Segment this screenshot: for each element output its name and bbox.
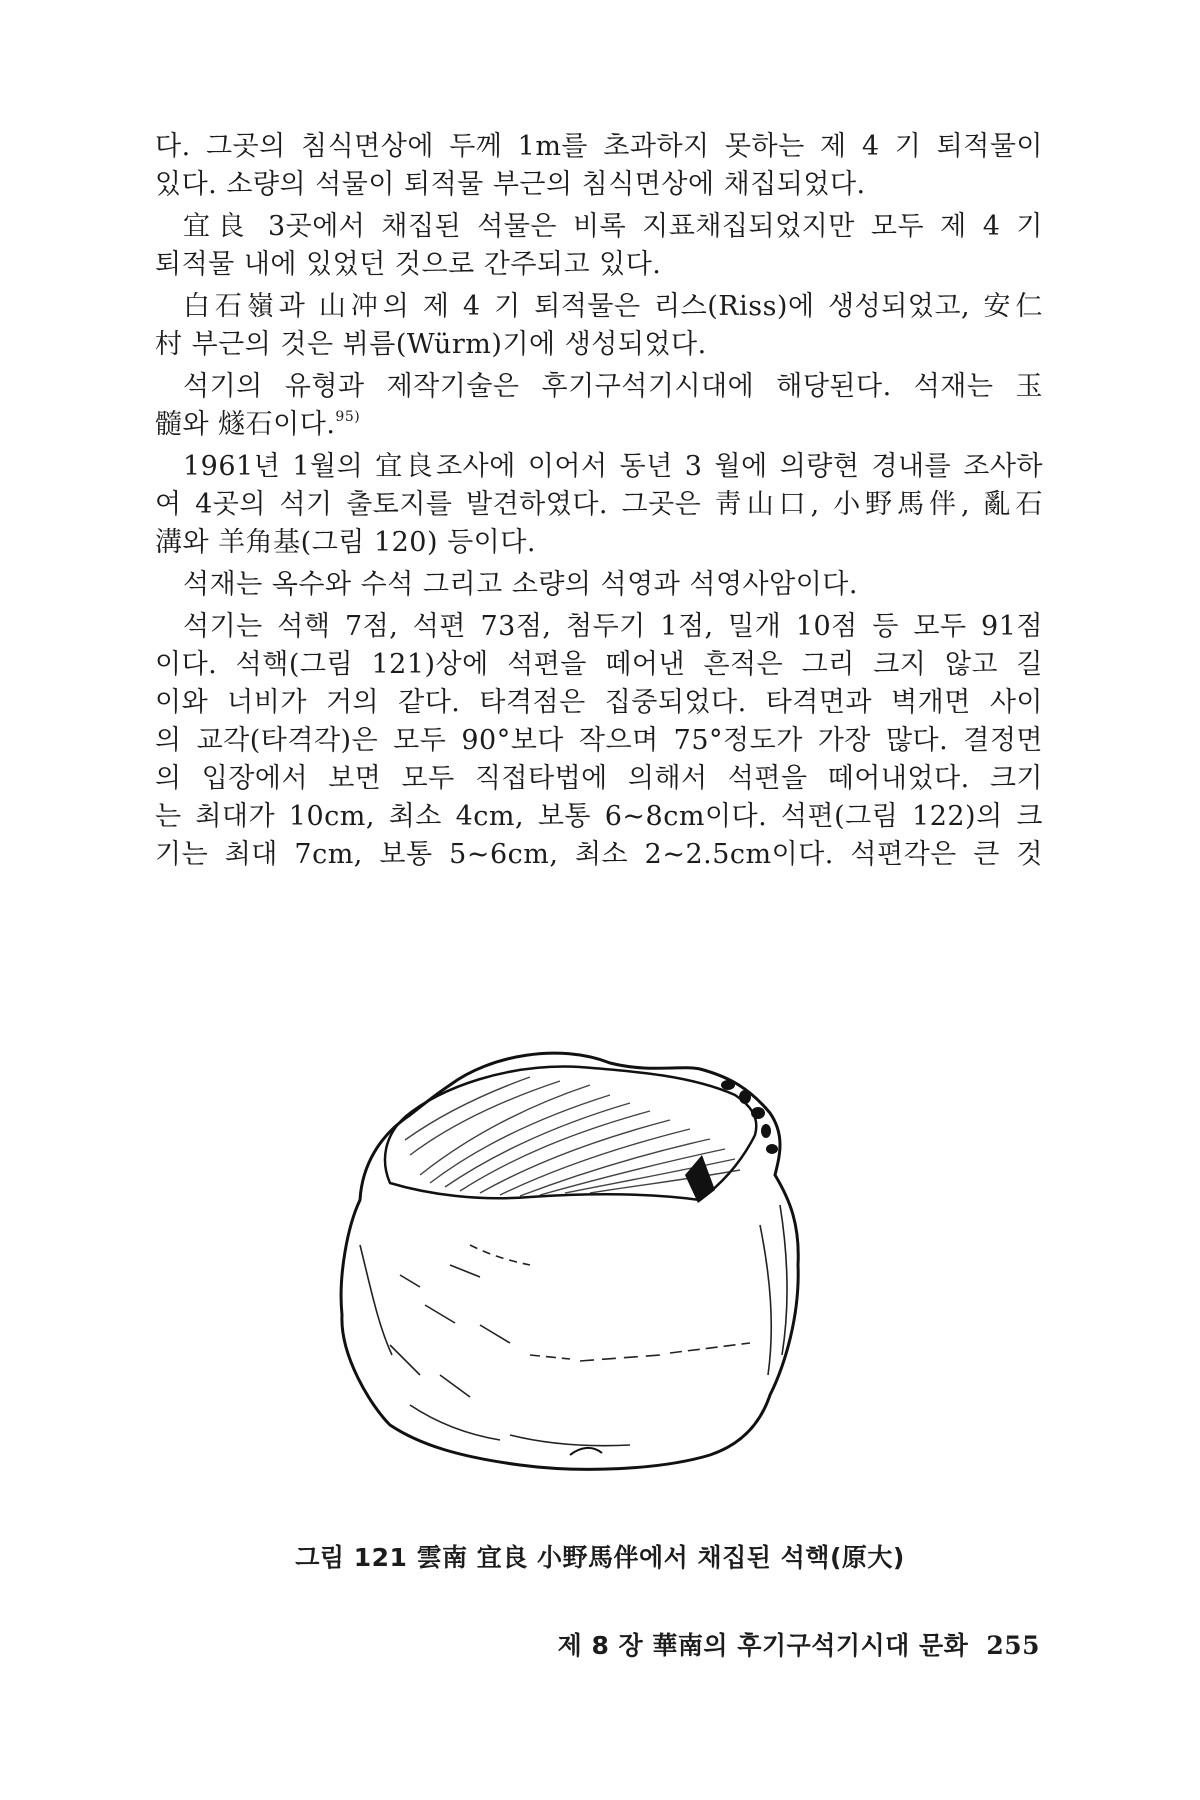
body-text [155, 128, 1043, 874]
text-line: 석기는 석핵 7점, 석편 73점, 첨두기 1점, 밀개 10점 등 모두 91점 [183, 611, 1043, 642]
stone-core-illustration [330, 1025, 890, 1485]
text-line-content: 髓와 燧石이다. [155, 409, 336, 440]
text-line: 溝와 羊角基(그림 120) 등이다. [155, 527, 536, 558]
text-line: 의 입장에서 보면 모두 직접타법에 의해서 석편을 떼어내었다. 크기 [155, 763, 1043, 794]
text-line: 퇴적물 내에 있었던 것으로 간주되고 있다. [155, 249, 662, 280]
text-line: 석재는 옥수와 수석 그리고 소량의 석영과 석영사암이다. [183, 569, 858, 600]
text-line: 다. 그곳의 침식면상에 두께 1m를 초과하지 못하는 제 4 기 퇴적물이 [155, 131, 1043, 162]
text-line: 宜良 3곳에서 채집된 석물은 비록 지표채집되었지만 모두 제 4 기 [183, 211, 1043, 242]
text-line: 기는 최대 7cm, 보통 5~6cm, 최소 2~2.5cm이다. 석편각은 큰 것 [155, 839, 1043, 870]
text-line: 여 4곳의 석기 출토지를 발견하였다. 그곳은 靑山口, 小野馬伴, 亂石 [155, 489, 1043, 520]
figure-caption: 그림 121 雲南 宜良 小野馬伴에서 채집된 석핵(原大) [295, 1543, 905, 1572]
text-line: 이다. 석핵(그림 121)상에 석편을 떼어낸 흔적은 그리 크지 않고 길 [155, 649, 1043, 680]
text-line [155, 406, 1043, 444]
text-line: 이와 너비가 거의 같다. 타격점은 집중되었다. 타격면과 벽개면 사이 [155, 687, 1043, 718]
text-line: 는 최대가 10cm, 최소 4cm, 보통 6~8cm이다. 석편(그림 122)의 크 [155, 801, 1043, 832]
footnote-ref: 95) [335, 409, 361, 425]
text-line: 있다. 소량의 석물이 퇴적물 부근의 침식면상에 채집되었다. [155, 169, 866, 200]
text-line: 村 부근의 것은 뷔름(Würm)기에 생성되었다. [155, 329, 707, 360]
text-line: 1961년 1월의 宜良조사에 이어서 동년 3 월에 의량현 경내를 조사하 [183, 451, 1043, 482]
running-head: 제 8 장 華南의 후기구석기시대 문화 [557, 1631, 969, 1660]
running-footer [558, 1626, 1040, 1662]
text-line: 석기의 유형과 제작기술은 후기구석기시대에 해당된다. 석재는 玉 [183, 371, 1043, 402]
page-number: 255 [986, 1631, 1040, 1660]
text-line: 의 교각(타격각)은 모두 90°보다 작으며 75°정도가 가장 많다. 결정면 [155, 725, 1043, 756]
text-line: 白石嶺과 山冲의 제 4 기 퇴적물은 리스(Riss)에 생성되었고, 安仁 [183, 291, 1043, 322]
